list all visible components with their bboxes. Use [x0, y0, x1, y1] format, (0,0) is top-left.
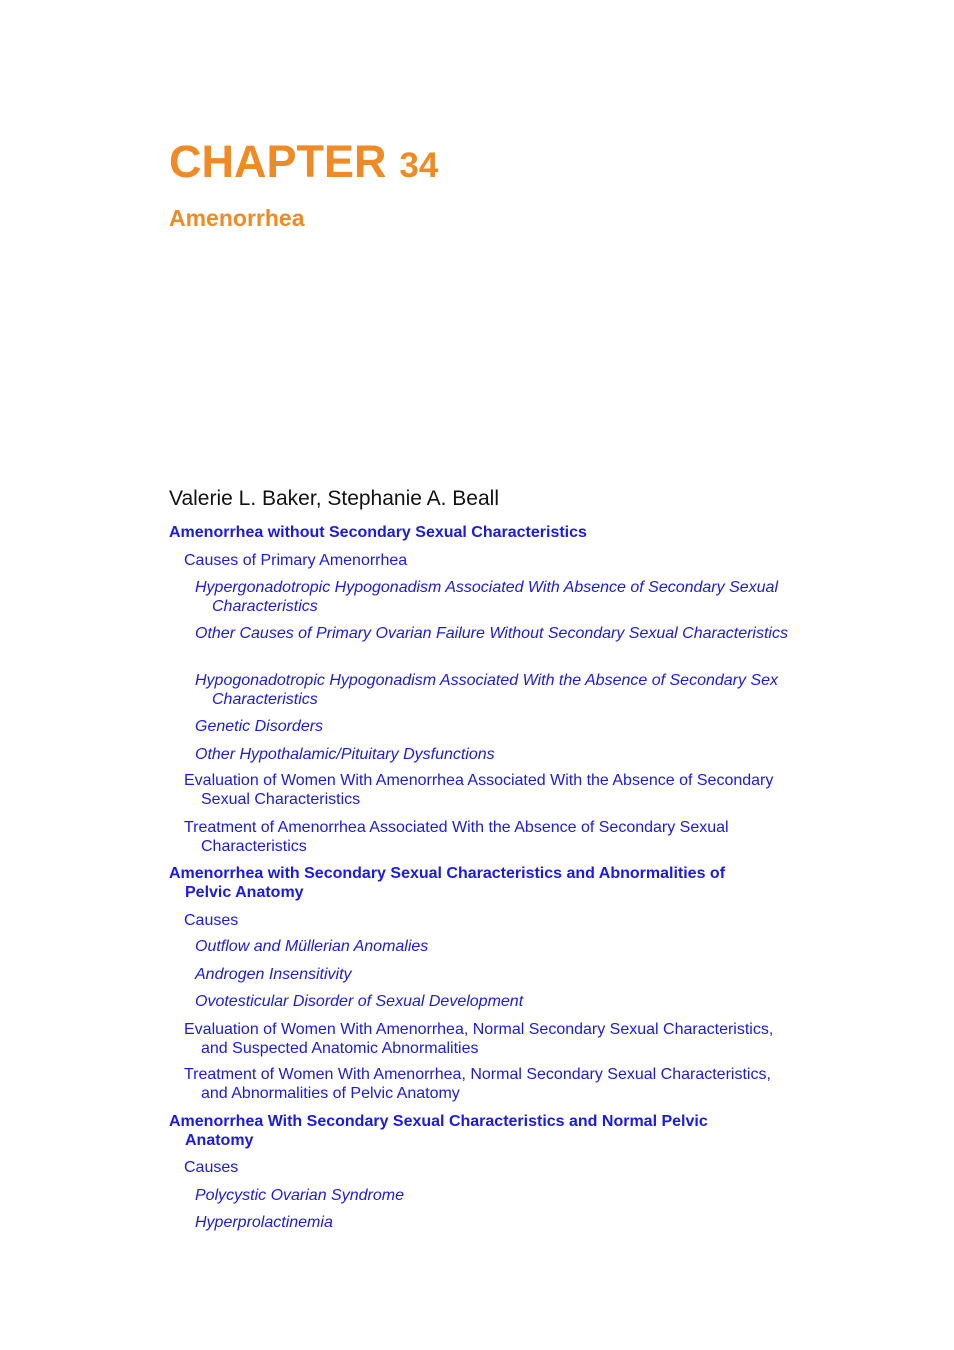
toc-link-topic[interactable]: Hypogonadotropic Hypogonadism Associated With the Absence of Secondary Sex Characteristics	[195, 672, 779, 708]
chapter-heading	[169, 136, 439, 187]
toc-link-topic[interactable]: Other Causes of Primary Ovarian Failure Without Secondary Sexual Characteristics	[195, 625, 788, 642]
authors-line: Valerie L. Baker, Stephanie A. Beall	[169, 487, 499, 510]
chapter-label: CHAPTER	[169, 136, 387, 187]
toc-link-topic[interactable]: Polycystic Ovarian Syndrome	[195, 1187, 404, 1204]
toc-link-topic[interactable]: Ovotesticular Disorder of Sexual Development	[195, 993, 524, 1010]
toc-link-section[interactable]: Amenorrhea without Secondary Sexual Characteristics	[169, 524, 587, 541]
chapter-number: 34	[399, 146, 439, 185]
toc-link-section[interactable]: Amenorrhea with Secondary Sexual Characteristics and Abnormalities of Pelvic Anatomy	[169, 865, 726, 901]
toc-link-subsection[interactable]: Causes of Primary Amenorrhea	[184, 552, 408, 569]
toc-link-subsection[interactable]: Evaluation of Women With Amenorrhea Associated With the Absence of Secondary Sexual Characteristics	[184, 772, 774, 808]
toc-link-topic[interactable]: Outflow and Müllerian Anomalies	[195, 938, 429, 955]
toc-link-topic[interactable]: Other Hypothalamic/Pituitary Dysfunctions	[195, 746, 495, 763]
toc-link-subsection[interactable]: Treatment of Amenorrhea Associated With the Absence of Secondary Sexual Characteristics	[184, 819, 729, 855]
toc-link-subsection[interactable]: Treatment of Women With Amenorrhea, Normal Secondary Sexual Characteristics, and Abnormalities of Pelvic Anatomy	[184, 1066, 771, 1102]
toc-link-topic[interactable]: Hypergonadotropic Hypogonadism Associated With Absence of Secondary Sexual Characteristics	[195, 579, 778, 615]
toc-link-section[interactable]: Amenorrhea With Secondary Sexual Characteristics and Normal Pelvic Anatomy	[169, 1113, 708, 1149]
toc-link-subsection[interactable]: Evaluation of Women With Amenorrhea, Normal Secondary Sexual Characteristics, and Suspected Anatomic Abnormalities	[184, 1021, 774, 1057]
toc-link-topic[interactable]: Androgen Insensitivity	[195, 966, 352, 983]
toc-link-subsection[interactable]: Causes	[184, 912, 239, 929]
toc-link-topic[interactable]: Hyperprolactinemia	[195, 1214, 333, 1231]
toc-link-subsection[interactable]: Causes	[184, 1159, 239, 1176]
chapter-title: Amenorrhea	[169, 205, 305, 231]
toc-link-topic[interactable]: Genetic Disorders	[195, 718, 324, 735]
